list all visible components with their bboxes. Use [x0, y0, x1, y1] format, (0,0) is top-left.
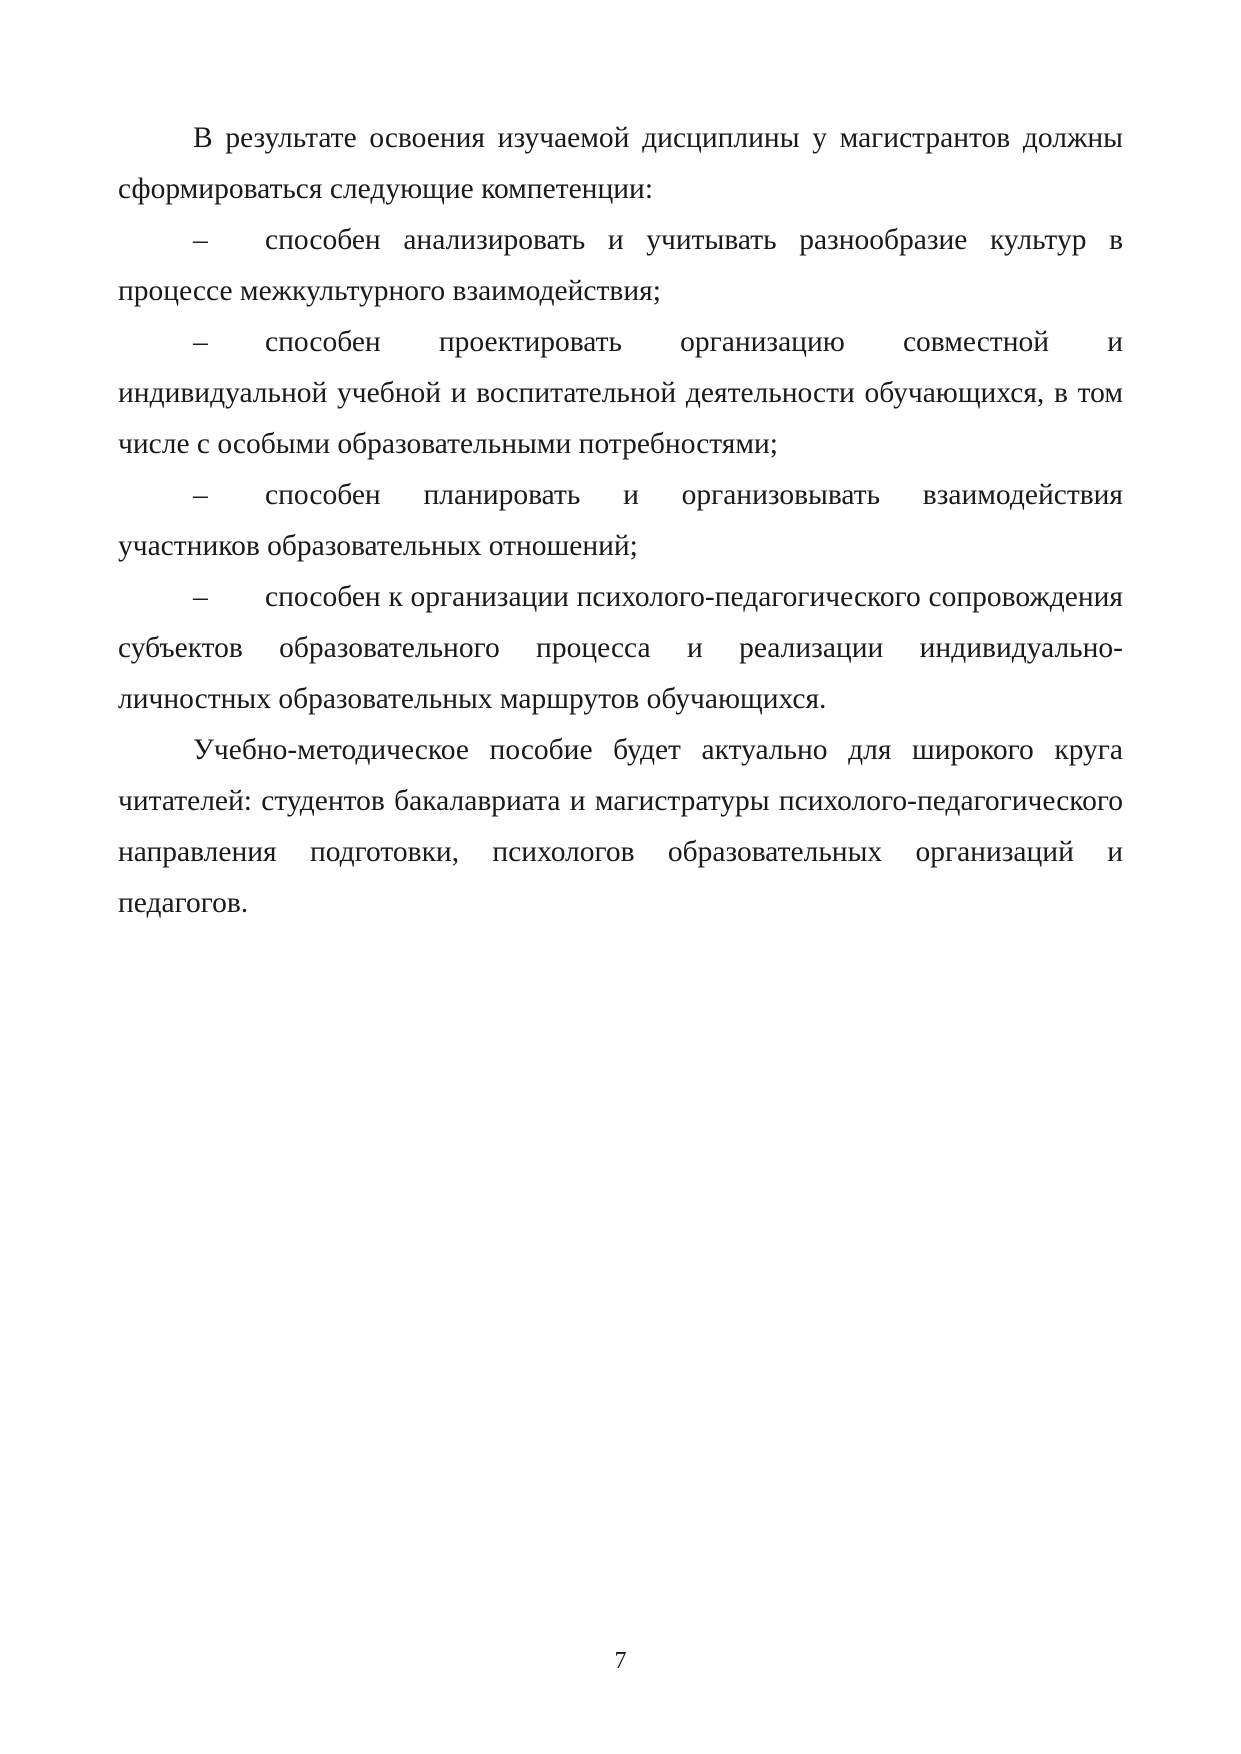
- competency-text: способен анализировать и учитывать разнообразие культур в процессе межкультурного взаимодействия;: [118, 224, 1123, 307]
- list-dash: –: [193, 479, 208, 511]
- page-body: [118, 113, 1123, 929]
- page-number: 7: [614, 1648, 627, 1674]
- competency-text: способен проектировать организацию совместной и индивидуальной учебной и воспитательной деятельности обучающихся, в том числе с особыми образовательными потребностями;: [118, 326, 1123, 460]
- competency-item-2: [118, 317, 1123, 470]
- intro-paragraph: В результате освоения изучаемой дисциплины у магистрантов должны сформироваться следующие компетенции:: [118, 122, 1123, 205]
- competency-item-4: [118, 572, 1123, 725]
- competency-item-3: [118, 470, 1123, 572]
- conclusion-paragraph: Учебно-методическое пособие будет актуально для широкого круга читателей: студентов бакалавриата и магистратуры психолого-педагогического направления подготовки, психологов образовательных организаций и педагогов.: [118, 734, 1123, 919]
- competency-item-1: [118, 215, 1123, 317]
- list-dash: –: [193, 224, 208, 256]
- competency-text: способен планировать и организовывать взаимодействия участников образовательных отношений;: [118, 479, 1123, 562]
- list-dash: –: [193, 326, 208, 358]
- list-dash: –: [193, 581, 208, 613]
- competency-text: способен к организации психолого-педагогического сопровождения субъектов образовательного процесса и реализации индивидуально-личностных образовательных маршрутов обучающихся.: [118, 581, 1123, 715]
